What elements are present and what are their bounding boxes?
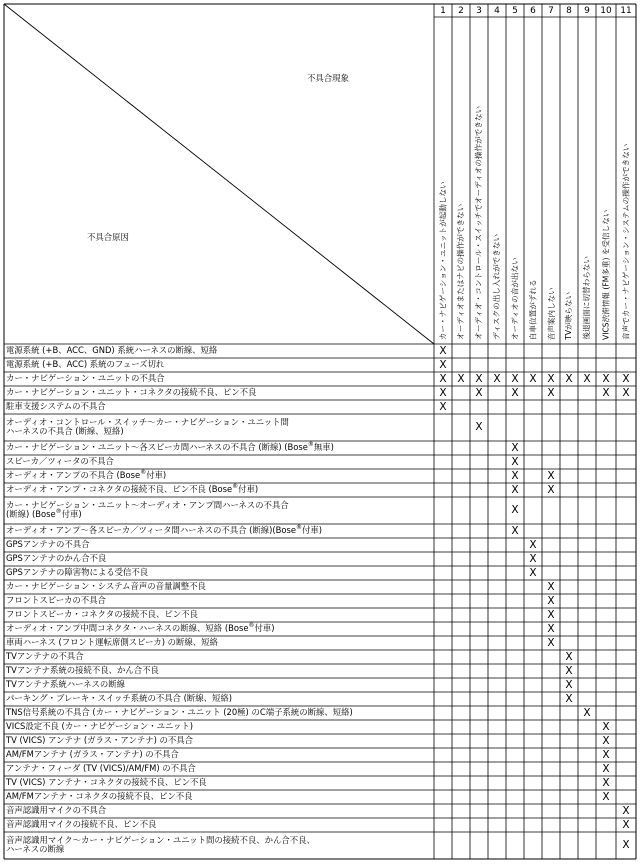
- cause-row-label: TVアンテナの不具合: [6, 651, 84, 662]
- check-mark: X: [565, 650, 573, 663]
- cause-row-label: フロントスピーカの不具合: [6, 595, 106, 606]
- check-mark: X: [457, 372, 465, 385]
- check-mark: X: [511, 441, 519, 454]
- column-header-label: [543, 21, 559, 340]
- check-mark: X: [511, 386, 519, 399]
- check-mark: X: [475, 421, 483, 434]
- cause-row-label: VICS設定不良 (カー・ナビゲーション・ユニット): [6, 721, 194, 732]
- check-mark: X: [622, 386, 630, 399]
- check-mark: X: [511, 524, 519, 537]
- cause-row-label: TNS信号系統の不具合 (カー・ナビゲーション・ユニット (20極) のC端子系統の断線、短絡): [6, 707, 353, 718]
- check-mark: X: [547, 622, 555, 635]
- column-number: 1: [440, 6, 446, 16]
- column-number: 6: [530, 6, 536, 16]
- check-mark: X: [511, 469, 519, 482]
- check-mark: X: [602, 734, 610, 747]
- check-mark: X: [622, 818, 630, 831]
- column-header-label: [471, 21, 487, 340]
- column-header-text: 音声でカー・ナビゲーション・システムの操作ができない: [621, 143, 631, 340]
- check-mark: X: [511, 504, 519, 517]
- registered-mark: ®: [296, 524, 303, 532]
- check-mark: X: [439, 372, 447, 385]
- cause-row-label: スピーカ／ツィータの不具合: [6, 456, 114, 467]
- column-header-text: VICS渋滞情報 (FM多重) を受信しない: [601, 209, 611, 340]
- column-header-label: [618, 21, 634, 340]
- cause-row-label: カー・ナビゲーション・ユニット・コネクタの接続不良、ピン不良: [6, 387, 257, 398]
- check-mark: X: [547, 608, 555, 621]
- cause-row-label: 音声認識用マイクの不具合: [6, 805, 107, 816]
- cause-row-label: カー・ナビゲーション・システム音声の音量調整不良: [6, 581, 206, 592]
- column-number: 4: [494, 6, 500, 16]
- column-header-label: [489, 21, 505, 340]
- cause-row-label: カー・ナビゲーション・ユニットの不具合: [6, 373, 165, 384]
- column-header-text: カー・ナビゲーション・ユニットが起動しない: [438, 180, 448, 340]
- check-mark: X: [622, 839, 630, 852]
- check-mark: X: [602, 720, 610, 733]
- column-header-text: 音声案内しない: [546, 286, 556, 340]
- cause-row-label: 車両ハーネス (フロント運転席側スピーカ) の断線、短絡: [6, 637, 218, 648]
- registered-mark: ®: [248, 622, 255, 630]
- cause-row-label: オーディオ・アンプ中間コネクタ・ハーネスの断線、短絡 (Bose®付車): [6, 622, 275, 634]
- cause-row-label: GPSアンテナの障害物による受信不良: [6, 567, 149, 578]
- column-number: 2: [458, 6, 464, 16]
- cause-row-label: フロントスピーカ・コネクタの接続不良、ピン不良: [6, 609, 198, 620]
- check-mark: X: [475, 386, 483, 399]
- cause-row-label: 電源系統 (+B、ACC、GND) 系統ハーネスの断線、短絡: [6, 345, 218, 356]
- cause-row-label: カー・ナビゲーション・ユニット～オーディオ・アンプ間ハーネスの不具合 (断線) (Bose®付車): [6, 499, 289, 520]
- check-mark: X: [439, 358, 447, 371]
- column-number: 5: [512, 6, 518, 16]
- check-mark: X: [529, 566, 537, 579]
- cause-row-label: 音声認識用マイク～カー・ナビゲーション・ユニット間の接続不良、かん合不良、 ハーネスの断線: [6, 834, 315, 855]
- cause-row-label: 駐車支援システムの不具合: [6, 401, 106, 412]
- registered-mark: ®: [55, 508, 62, 516]
- column-number: 8: [566, 6, 572, 16]
- check-mark: X: [602, 762, 610, 775]
- check-mark: X: [602, 748, 610, 761]
- cause-row-label: オーディオ・アンプ・コネクタの接続不良、ピン不良 (Bose®付車): [6, 483, 259, 495]
- check-mark: X: [439, 386, 447, 399]
- cause-row-label: 音声認識用マイクの接続不良、ピン不良: [6, 819, 157, 830]
- check-mark: X: [602, 790, 610, 803]
- column-header-label: [579, 21, 595, 340]
- check-mark: X: [583, 372, 591, 385]
- cause-row-label: GPSアンテナの不具合: [6, 539, 90, 550]
- column-number: 3: [476, 6, 482, 16]
- symptom-header-label: 不具合現象: [307, 73, 349, 83]
- check-mark: X: [547, 483, 555, 496]
- check-mark: X: [529, 538, 537, 551]
- cause-row-label: TVアンテナ系統ハーネスの断線: [6, 679, 125, 690]
- column-header-text: ディスクの出し入れができない: [492, 233, 502, 340]
- cause-row-label: パーキング・ブレーキ・スイッチ系統の不具合 (断線、短絡): [6, 693, 233, 704]
- column-number: 7: [548, 6, 554, 16]
- registered-mark: ®: [232, 483, 239, 491]
- column-number: 10: [600, 6, 612, 16]
- check-mark: X: [439, 400, 447, 413]
- check-mark: X: [547, 469, 555, 482]
- cause-row-label: オーディオ・コントロール・スイッチ～カー・ナビゲーション・ユニット間 ハーネスの不具合 (断線、短絡): [6, 416, 289, 437]
- check-mark: X: [565, 678, 573, 691]
- check-mark: X: [583, 706, 591, 719]
- cause-row-label: TVアンテナ系統の接続不良、かん合不良: [6, 665, 159, 676]
- cause-header-label: 不具合原因: [87, 232, 129, 242]
- column-header-text: オーディオまたはナビの操作ができない: [456, 203, 466, 340]
- check-mark: X: [511, 372, 519, 385]
- column-header-label: [598, 21, 614, 340]
- check-mark: X: [475, 372, 483, 385]
- cause-row-label: TV (VICS) アンテナ・コネクタの接続不良、ピン不良: [6, 777, 207, 788]
- cause-row-label: TV (VICS) アンテナ (ガラス・アンテナ) の不具合: [6, 735, 194, 746]
- check-mark: X: [547, 636, 555, 649]
- column-header-text: TVが映らない: [564, 291, 574, 340]
- check-mark: X: [622, 372, 630, 385]
- check-mark: X: [493, 372, 501, 385]
- column-header-text: 自車位置がずれる: [528, 278, 538, 340]
- cause-row-label: 電源系統 (+B、ACC) 系統のフューズ切れ: [6, 359, 165, 370]
- check-mark: X: [529, 552, 537, 565]
- column-header-label: [525, 21, 541, 340]
- header-diagonal: [4, 4, 434, 344]
- cause-row-label: AM/FMアンテナ (ガラス・アンテナ) の不具合: [6, 749, 179, 760]
- column-header-label: [435, 21, 451, 340]
- check-mark: X: [602, 372, 610, 385]
- check-mark: X: [565, 692, 573, 705]
- column-header-text: オーディオの音が出ない: [510, 256, 520, 340]
- cause-row-label: オーディオ・アンプ～各スピーカ／ツィータ間ハーネスの不具合 (断線)(Bose®付車): [6, 524, 323, 536]
- check-mark: X: [602, 776, 610, 789]
- check-mark: X: [547, 580, 555, 593]
- cause-row-label: オーディオ・アンプの不具合 (Bose®付車): [6, 469, 167, 481]
- column-header-text: オーディオ・コントロール・スイッチでオーディオの操作ができない: [474, 105, 484, 340]
- column-header-label: [453, 21, 469, 340]
- column-header-text: 後退画面に切替わらない: [581, 256, 591, 340]
- check-mark: X: [565, 372, 573, 385]
- check-mark: X: [511, 483, 519, 496]
- registered-mark: ®: [307, 441, 314, 449]
- column-number: 11: [620, 6, 632, 16]
- check-mark: X: [622, 804, 630, 817]
- check-mark: X: [529, 372, 537, 385]
- check-mark: X: [602, 386, 610, 399]
- registered-mark: ®: [140, 469, 147, 477]
- check-mark: X: [511, 455, 519, 468]
- check-mark: X: [565, 664, 573, 677]
- cause-row-label: GPSアンテナのかん合不良: [6, 553, 107, 564]
- check-mark: X: [547, 386, 555, 399]
- column-header-label: [507, 21, 523, 340]
- column-header-label: [561, 21, 577, 340]
- cause-row-label: カー・ナビゲーション・ユニット～各スピーカ間ハーネスの不具合 (断線) (Bose®無車): [6, 441, 334, 453]
- check-mark: X: [547, 372, 555, 385]
- check-mark: X: [439, 344, 447, 357]
- column-number: 9: [584, 6, 590, 16]
- cause-row-label: AM/FMアンテナ・コネクタの接続不良、ピン不良: [6, 791, 193, 802]
- cause-row-label: アンテナ・フィーダ (TV (VICS)/AM/FM) の不具合: [6, 763, 196, 774]
- check-mark: X: [547, 594, 555, 607]
